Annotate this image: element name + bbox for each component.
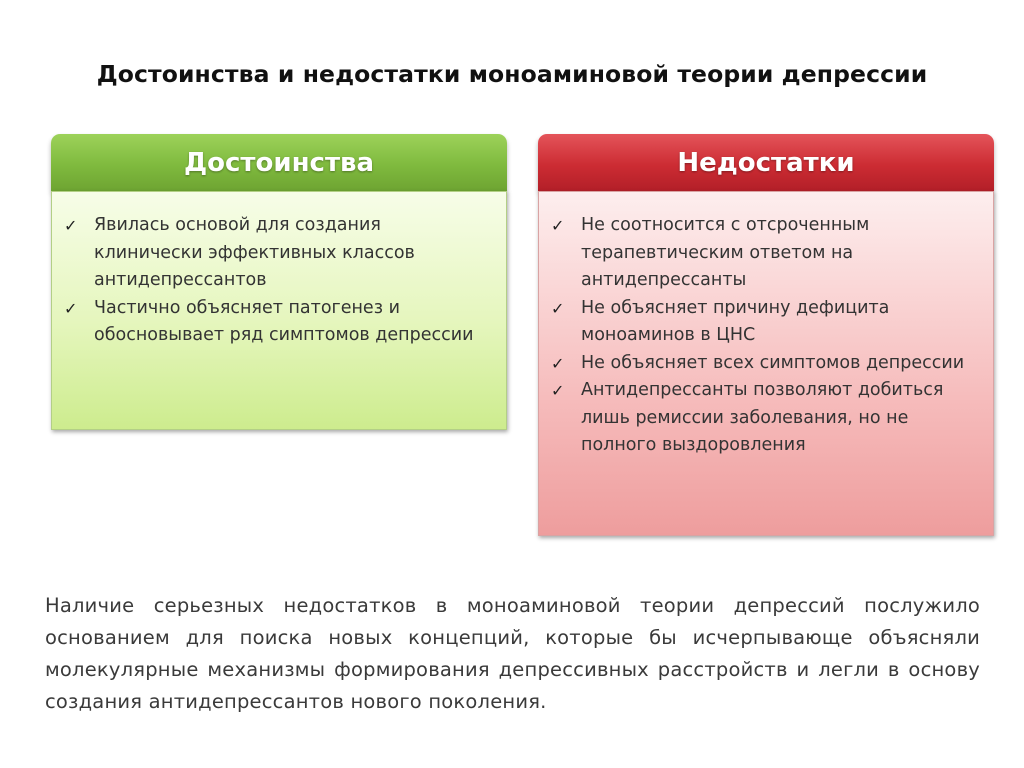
pros-header: Достоинства xyxy=(51,134,507,191)
cons-item-text: Не соотносится с отсроченным терапевтическим ответом на антидепрессанты xyxy=(581,215,870,290)
cons-item-text: Не объясняет всех симптомов депрессии xyxy=(581,352,965,373)
cons-item-text: Антидепрессанты позволяют добиться лишь ремиссии заболевания, но не полного выздоровления xyxy=(581,380,944,455)
cons-item-text: Не объясняет причину дефицита моноаминов в ЦНС xyxy=(581,297,890,345)
slide-title: Достоинства и недостатки моноаминовой теории депрессии xyxy=(96,60,928,88)
check-mark-icon: ✓ xyxy=(551,298,565,318)
cons-item xyxy=(551,377,979,460)
check-mark-icon: ✓ xyxy=(551,381,565,400)
pros-item xyxy=(64,212,492,295)
pros-body xyxy=(51,191,507,430)
cons-item xyxy=(551,212,979,295)
check-mark-icon: ✓ xyxy=(64,298,78,318)
cons-list xyxy=(551,212,979,460)
cons-item xyxy=(551,350,979,378)
cons-item xyxy=(551,295,979,350)
conclusion-text: Наличие серьезных недостатков в моноаминовой теории депрессий послужило основанием для поиска новых концепций, которые бы исчерпывающе объясняли молекулярные механизмы формирования депрессивных расстройств и легли в основу создания антидепрессантов нового поколения. xyxy=(45,594,980,713)
pros-item-text: Явилась основой для создания клинически эффективных классов антидепрессантов xyxy=(94,215,415,290)
pros-item xyxy=(64,295,492,350)
check-mark-icon: ✓ xyxy=(551,353,565,373)
check-mark-icon: ✓ xyxy=(64,216,78,235)
cons-body xyxy=(538,191,994,536)
pros-item-text: Частично объясняет патогенез и обосновывает ряд симптомов депрессии xyxy=(94,297,474,345)
pros-list xyxy=(64,212,492,350)
cons-header: Недостатки xyxy=(538,134,994,191)
check-mark-icon: ✓ xyxy=(551,216,565,235)
